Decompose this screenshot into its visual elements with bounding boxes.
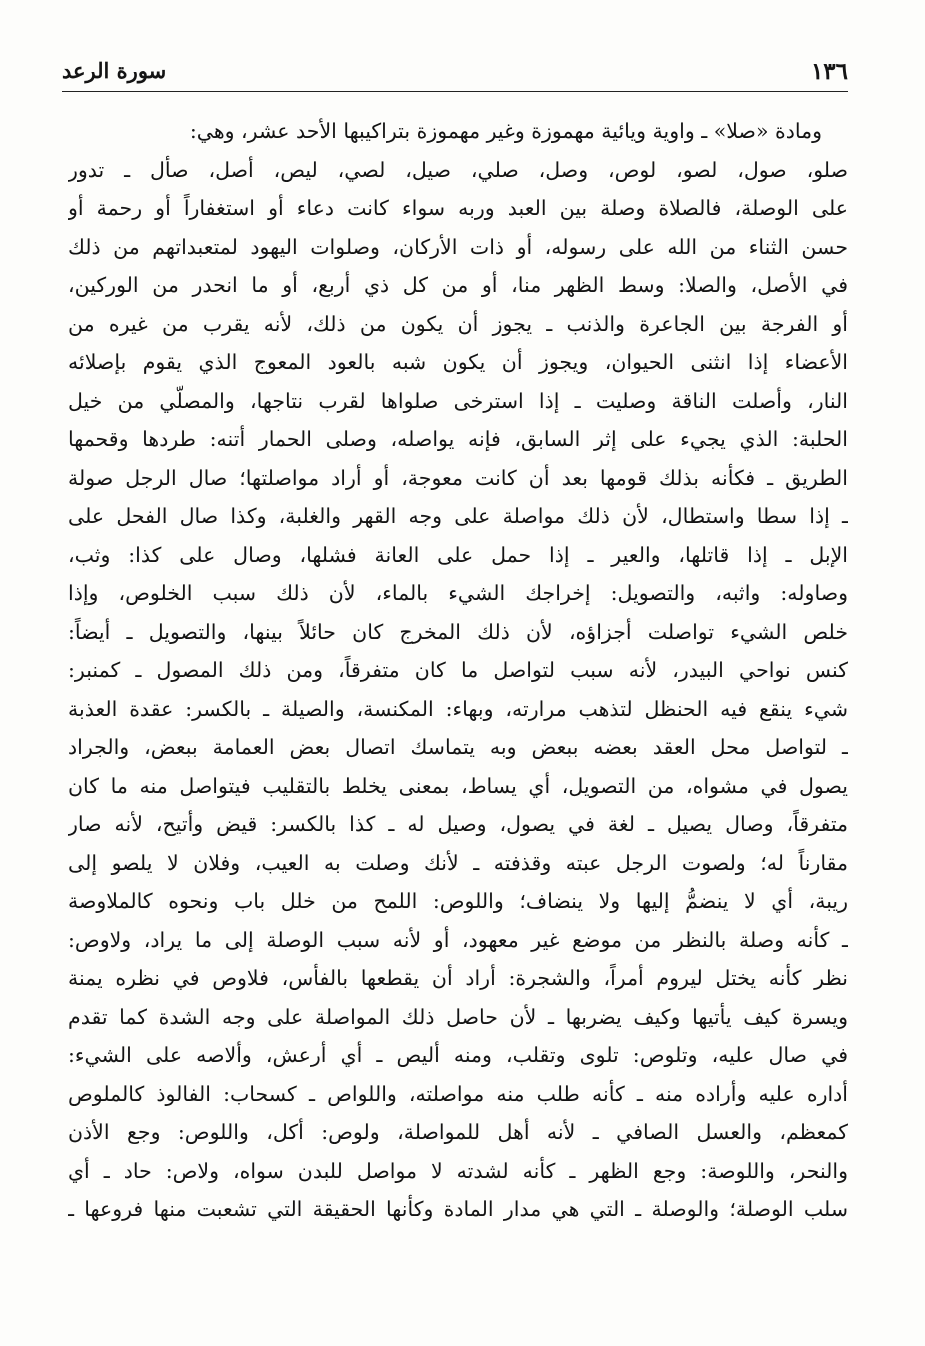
text-line: يصول في مشواه، من التصويل، أي يساط، بمعنى يخلط بالتقليب فيتواصل منه ما كان <box>68 773 848 798</box>
text-line: حسن الثناء من الله على رسوله، أو ذات الأركان، وصلوات اليهود لمتعبداتهم من ذلك <box>68 234 848 259</box>
text-line: ويسرة كيف يأتيها وكيف يضربها ـ لأن حاصل ذلك المواصلة على وجه الشدة كما تقدم <box>68 1004 848 1029</box>
text-line: الطريق ـ فكأنه بذلك قومها بعد أن كانت معوجة، أو أراد مواصلتها؛ صال الرجل صولة <box>68 465 848 490</box>
page-number: ١٣٦ <box>810 58 848 85</box>
text-line: الإبل ـ إذا قاتلها، والعير ـ إذا حمل على العانة فشلها، وصال على كذا: وثب، <box>68 542 848 567</box>
text-line: أداره عليه وأراده منه ـ كأنه طلب منه مواصلته، واللواص ـ كسحاب: الفالوذ كالملوص <box>68 1081 848 1106</box>
text-line: على الوصلة، فالصلاة وصلة بين العبد وربه سواء كانت دعاء أو استغفاراً أو رحمة أو <box>68 196 848 220</box>
text-line: صلو، صول، لصو، لوص، وصل، صلي، صيل، لصي، ليص، أصل، صأل ـ تدور <box>68 157 848 182</box>
text-line: خلص الشيء تواصلت أجزاؤه، لأن ذلك المخرج كان حائلاً بينها، والتصويل ـ أيضاً: <box>68 619 848 644</box>
text-line: أو الفرجة بين الجاعرة والذنب ـ يجوز أن يكون من ذلك، لأنه يقرب من غيره من <box>68 311 848 336</box>
text-line: ريبة، أي لا ينضمُّ إليها ولا ينضاف؛ واللوص: اللمح من خلل باب ونحوه كالملاوصة <box>68 889 848 913</box>
text-line: كنس نواحي البيدر، لأنه سبب لتواصل ما كان متفرقاً، ومن ذلك المصول ـ كمنبر: <box>68 658 848 682</box>
text-line: والنحر، واللوصة: وجع الظهر ـ كأنه لشدته لا مواصل للبدن سواه، ولاص: حاد ـ أي <box>68 1158 848 1183</box>
text-line: نظر كأنه يختل ليروم أمراً، والشجرة: أراد أن يقطعها بالفأس، فلاوص في نظره يمنة <box>68 966 848 990</box>
text-line: مقارناً له؛ ولصوت الرجل عبته وقذفته ـ لأنك وصلت به العيب، وفلان لا يلصو إلى <box>68 850 848 875</box>
text-line: ـ إذا سطا واستطال، لأن ذلك مواصلة على وجه القهر والغلبة، وكذا صال الفحل على <box>68 504 848 528</box>
header-rule <box>62 91 848 92</box>
text-line: ـ كأنه وصلة بالنظر من موضع غير معهود، أو لأنه سبب الوصلة إلى ما يراد، ولاوص: <box>68 927 848 952</box>
text-line: شيء ينقع فيه الحنظل لتذهب مرارته، وبهاء: المكنسة، والصيلة ـ بالكسر: عقدة العذبة <box>68 696 848 721</box>
surah-title: سورة الرعد <box>62 58 167 83</box>
text-line: ـ لتواصل محل العقد بعضه ببعض وبه يتماسك اتصال بعض العمامة ببعض، والجراد <box>68 735 848 759</box>
text-line: كمعظم، والعسل الصافي ـ لأنه أهل للمواصلة، ولوص: أكل، واللوص: وجع الأذن <box>68 1120 848 1144</box>
text-line: في صال عليه، وتلوص: تلوى وتقلب، ومنه أليص ـ أي أرعش، وألاصه على الشيء: <box>68 1043 848 1067</box>
text-line: وصاوله: واثبه، والتصويل: إخراجك الشيء بالماء، لأن ذلك سبب الخلوص، وإذا <box>68 581 848 605</box>
text-line: الأعضاء إذا انثنى الحيوان، ويجوز أن يكون شبه بالعود المعوج الذي يقوم بإصلائه <box>68 350 848 374</box>
text-line: سلب الوصلة؛ والوصلة ـ التي هي مدار المادة وكأنها الحقيقة التي تشعبت منها فروعها ـ <box>68 1197 848 1221</box>
text-line: النار، وأصلت الناقة وصليت ـ إذا استرخى صلواها لقرب نتاجها، والمصلّي من خيل <box>68 388 848 413</box>
page-header <box>62 52 848 92</box>
text-line: ومادة «صلا» ـ واوية ويائية مهموزة وغير مهموزة بتراكيبها الأحد عشر، وهي: <box>189 119 822 143</box>
text-line: متفرقاً، وصال يصيل ـ لغة في يصول، وصيل له ـ كذا بالكسر: قيض وأتيح، لأنه صار <box>68 812 848 836</box>
text-line: الحلبة: الذي يجيء على إثر السابق، فإنه يواصله، وصلى الحمار أتنه: طردها وقحمها <box>68 427 848 451</box>
text-line: في الأصل، والصلا: وسط الظهر منا، أو من كل ذي أربع، أو ما انحدر من الوركين، <box>68 273 848 297</box>
body-text <box>68 112 848 1229</box>
